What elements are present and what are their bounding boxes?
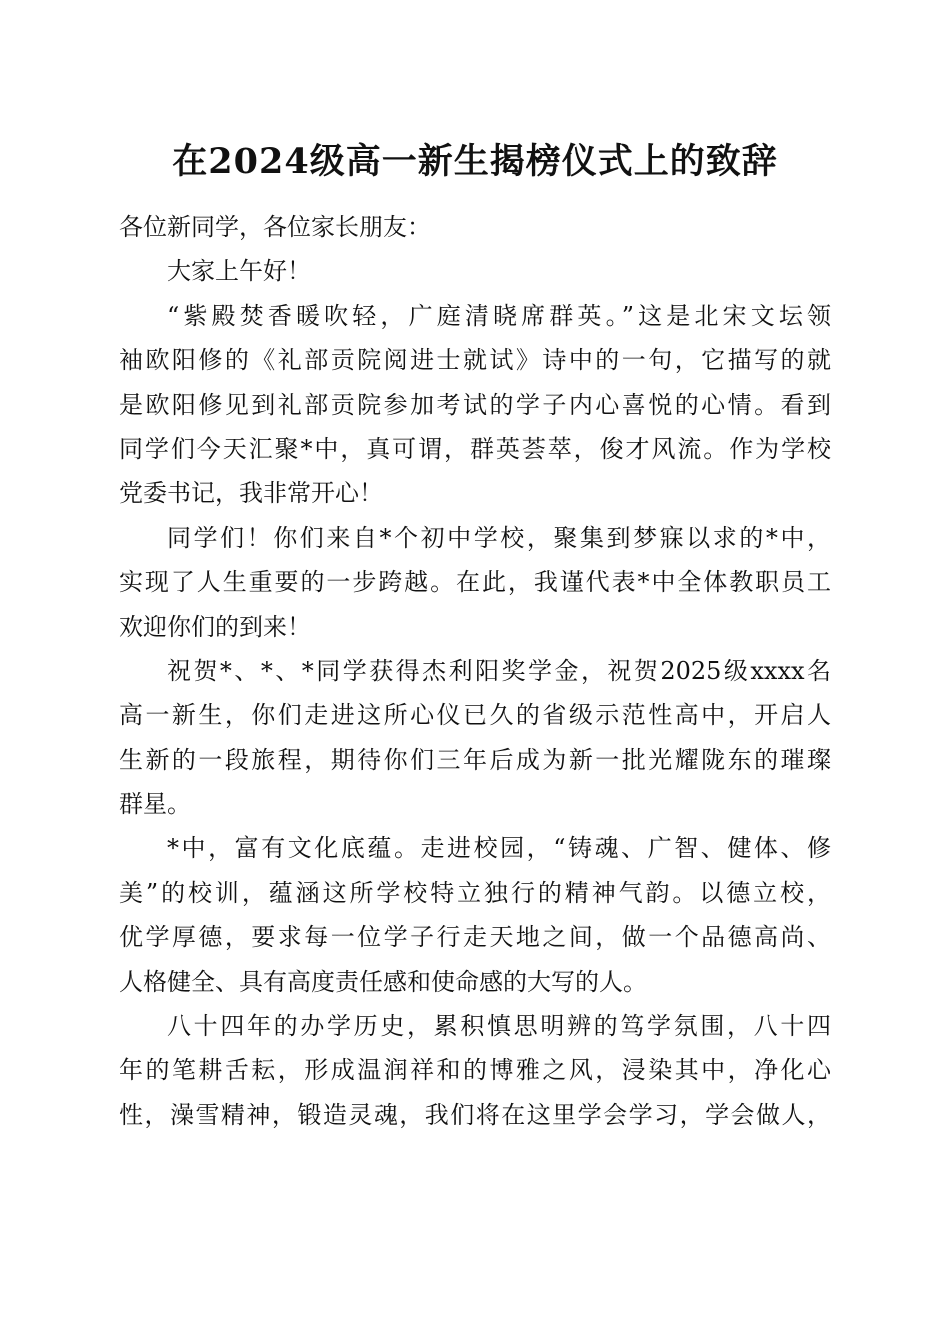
- text-line: 群星。: [119, 790, 191, 819]
- text-line: 高一新生，你们走进这所心仪已久的省级示范性高中，开启人: [119, 701, 831, 730]
- text-line: 各位新同学，各位家长朋友：: [119, 213, 431, 241]
- text-line: 党委书记，我非常开心！: [119, 479, 383, 508]
- text-line: 美”的校训，蕴涵这所学校特立独行的精神气韵。以德立校，: [119, 878, 831, 907]
- document-title: 在2024级高一新生揭榜仪式上的致辞: [172, 141, 778, 182]
- text-line: 年的笔耕舌耘，形成温润祥和的博雅之风，浸染其中，净化心: [119, 1056, 831, 1085]
- text-line: 人格健全、具有高度责任感和使命感的大写的人。: [119, 967, 647, 996]
- text-line: 祝贺*、*、*同学获得杰利阳奖学金，祝贺2025级xxxx名: [167, 656, 831, 685]
- text-line: 优学厚德，要求每一位学子行走天地之间，做一个品德高尚、: [119, 923, 831, 952]
- text-line: 生新的一段旅程，期待你们三年后成为新一批光耀陇东的璀璨: [119, 745, 831, 774]
- text-line: 欢迎你们的到来！: [119, 612, 311, 641]
- text-line: 八十四年的办学历史，累积慎思明辨的笃学氛围，八十四: [167, 1012, 831, 1041]
- text-line: 同学们今天汇聚*中，真可谓，群英荟萃，俊才风流。作为学校: [119, 434, 831, 463]
- text-line: 大家上午好！: [167, 257, 311, 286]
- text-line: 实现了人生重要的一步跨越。在此，我谨代表*中全体教职员工: [119, 568, 831, 597]
- text-line: *中，富有文化底蕴。走进校园，“铸魂、广智、健体、修: [167, 834, 831, 863]
- text-line: 性，澡雪精神，锻造灵魂，我们将在这里学会学习，学会做人，: [119, 1100, 831, 1129]
- text-line: 是欧阳修见到礼部贡院参加考试的学子内心喜悦的心情。看到: [119, 390, 831, 419]
- text-line: 同学们！你们来自*个初中学校，聚集到梦寐以求的*中，: [167, 523, 831, 552]
- text-line: “紫殿焚香暖吹轻，广庭清晓席群英。”这是北宋文坛领: [167, 301, 831, 330]
- text-line: 袖欧阳修的《礼部贡院阅进士就试》诗中的一句，它描写的就: [119, 346, 831, 375]
- document-body: [119, 205, 831, 1137]
